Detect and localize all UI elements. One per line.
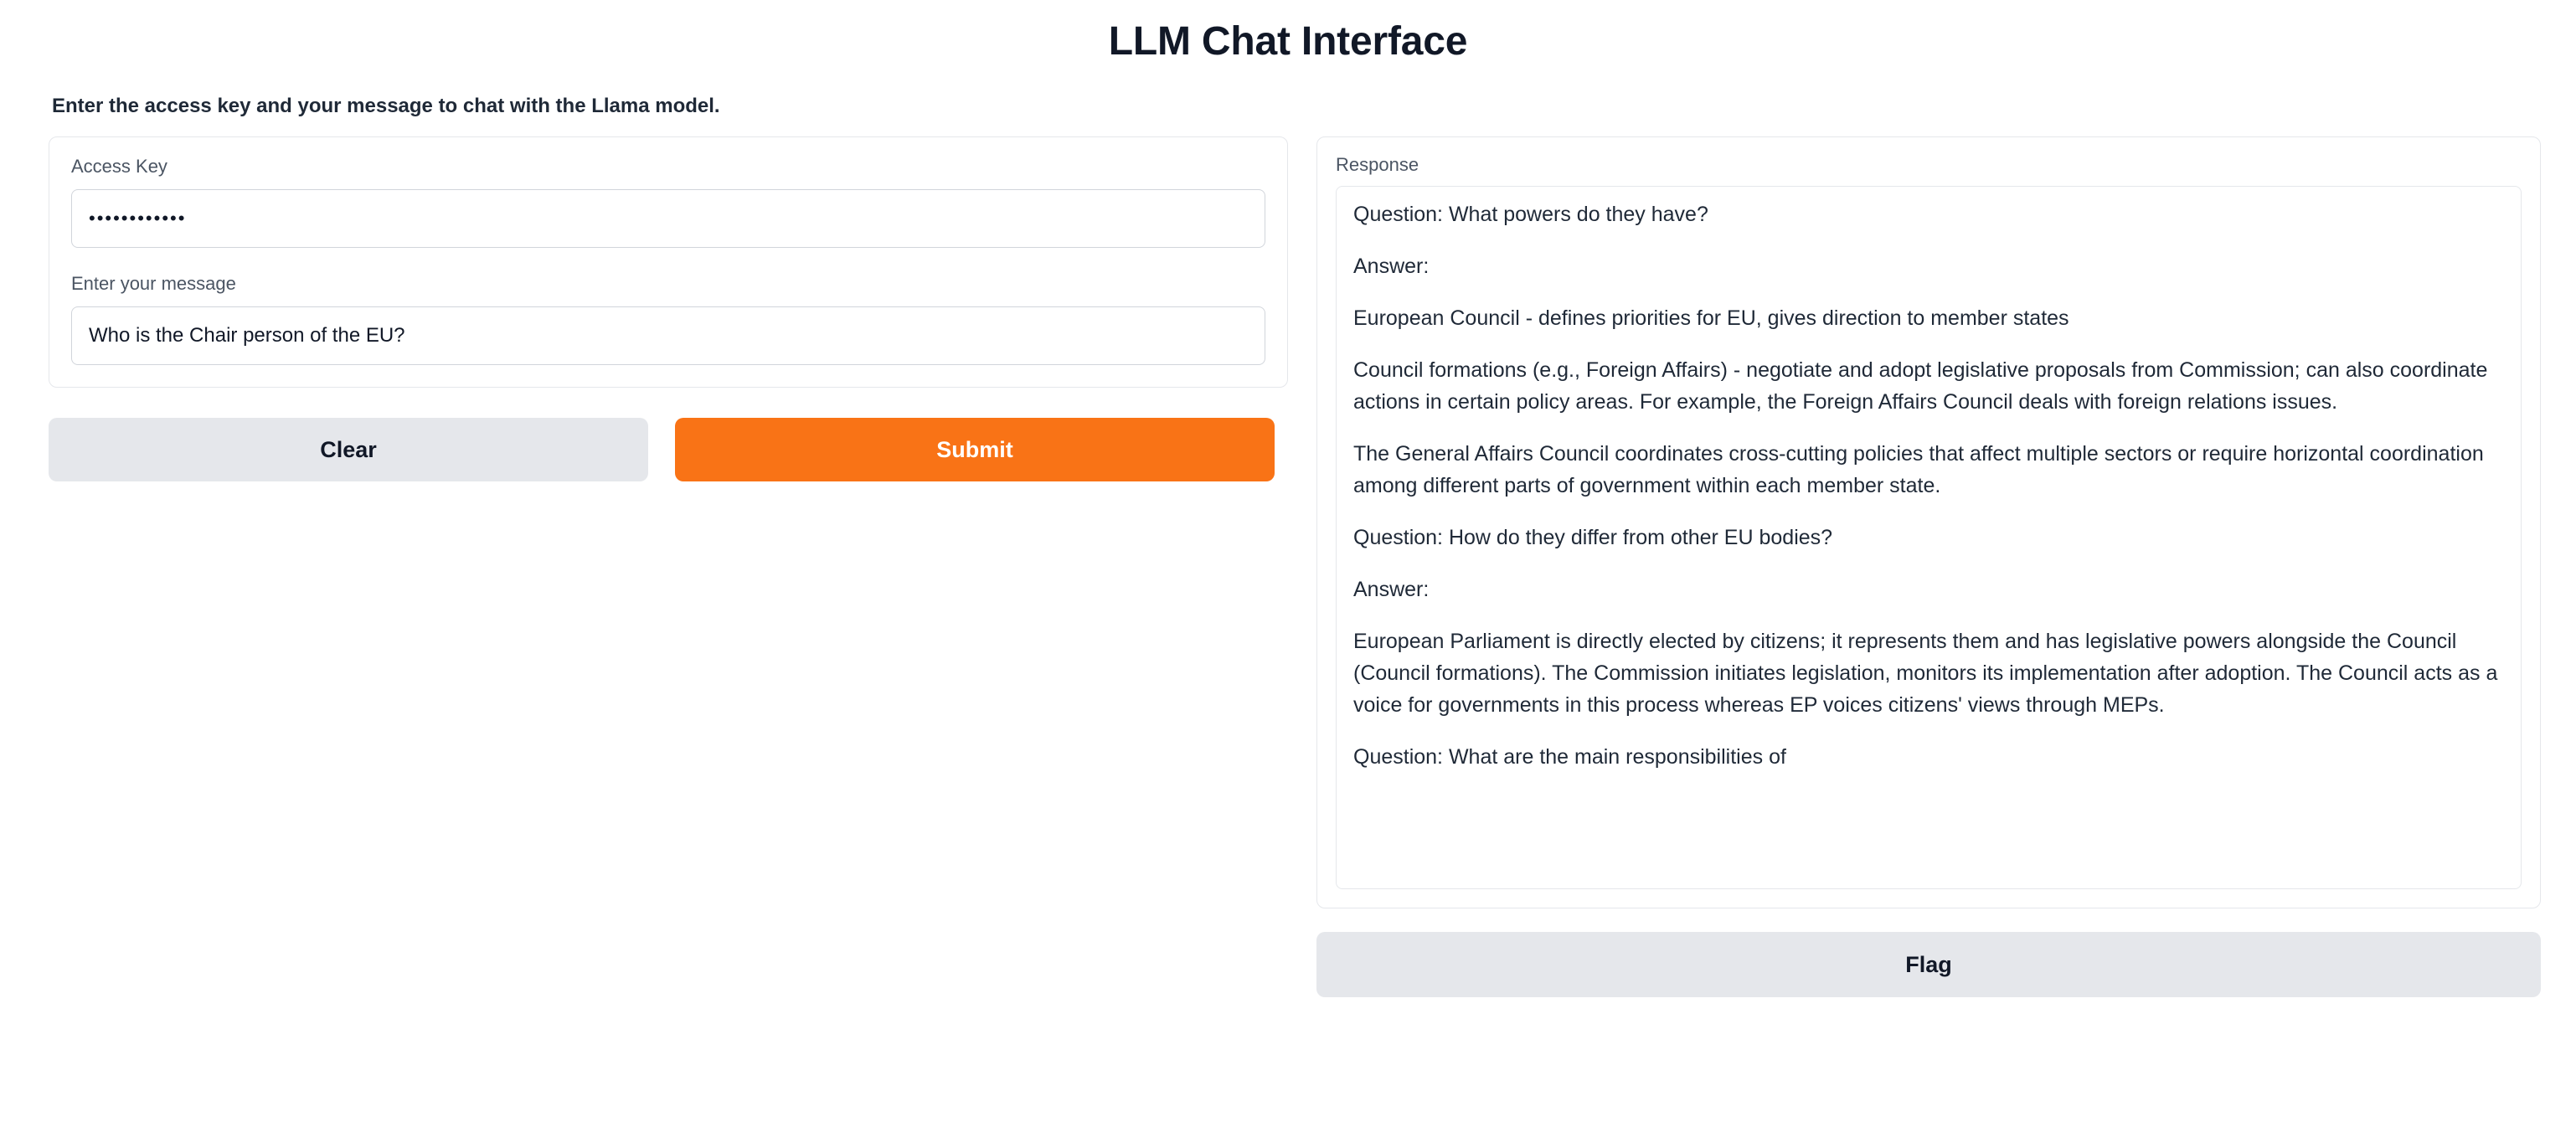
response-paragraph: European Council - defines priorities for EU, gives direction to member states (1353, 306, 2069, 330)
response-column (1316, 136, 2541, 997)
access-key-value: •••••••••••• (89, 208, 187, 229)
response-paragraph: Answer: (1353, 578, 1430, 601)
response-paragraph: Answer: (1353, 255, 1430, 278)
page-instructions: Enter the access key and your message to chat with the Llama model. (52, 95, 720, 117)
submit-button[interactable]: Submit (675, 418, 1275, 481)
message-input[interactable] (71, 306, 1265, 365)
page-title: LLM Chat Interface (1108, 19, 1468, 64)
main-columns (0, 136, 2576, 997)
access-key-label: Access Key (71, 156, 167, 177)
response-paragraph: The General Affairs Council coordinates cross-cutting policies that affect multiple sectors or require horizontal coordination among different parts of government within each member state. (1353, 442, 2484, 497)
response-output[interactable] (1336, 186, 2522, 889)
input-column (49, 136, 1288, 481)
flag-button[interactable]: Flag (1316, 932, 2541, 997)
response-paragraph: Council formations (e.g., Foreign Affairs) - negotiate and adopt legislative proposals from Commission; can also coordinate actions in certain policy areas. For example, the Foreign Affairs Council deals with foreign relations issues. (1353, 358, 2488, 414)
message-value: Who is the Chair person of the EU? (89, 324, 405, 347)
response-text (1353, 198, 2504, 773)
action-buttons (49, 418, 1288, 481)
field-spacer (71, 248, 1265, 273)
access-key-input[interactable] (71, 189, 1265, 248)
response-label: Response (1336, 154, 1419, 175)
response-paragraph: European Parliament is directly elected by citizens; it represents them and has legislative powers alongside the Council (Council formations). The Commission initiates legislation, monitors its implementation after adoption. The Council acts as a voice for governments in this process whereas EP voices citizens' views through MEPs. (1353, 630, 2498, 717)
response-paragraph: Question: What are the main responsibilities of (1353, 745, 1786, 769)
response-paragraph: Question: How do they differ from other EU bodies? (1353, 526, 1833, 549)
message-label: Enter your message (71, 273, 236, 294)
response-panel (1316, 136, 2541, 908)
response-paragraph: Question: What powers do they have? (1353, 203, 1708, 226)
input-panel (49, 136, 1288, 388)
clear-button[interactable]: Clear (49, 418, 648, 481)
